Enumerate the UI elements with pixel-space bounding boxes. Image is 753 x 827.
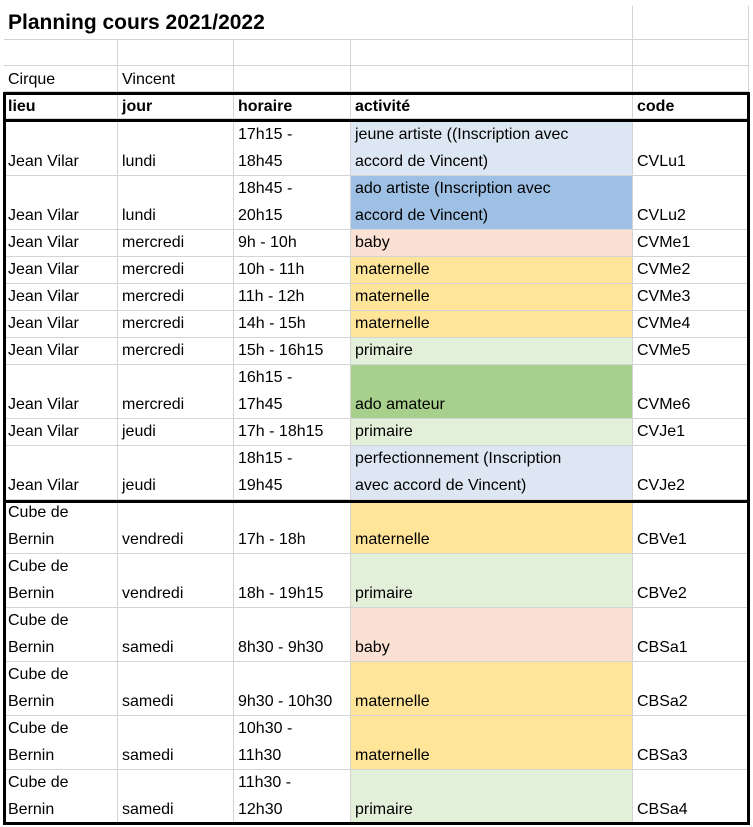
cell-lieu[interactable] [4,338,118,365]
cell-activite[interactable] [351,176,633,230]
cell-lieu[interactable] [4,770,118,824]
cell-text: 12h30 [238,801,283,818]
empty-cell[interactable] [351,40,633,66]
cell-text: vendredi [122,531,184,548]
cell-horaire[interactable] [234,662,351,716]
cell-content [238,284,304,310]
cell-text: jeudi [122,477,156,494]
cell-text: CVLu2 [637,207,686,224]
cell-content [8,202,79,229]
cell-lieu[interactable] [4,662,118,716]
cell-content [8,716,69,769]
cell-content [8,608,69,661]
cell-code[interactable] [633,662,749,716]
empty-cell[interactable] [351,66,633,92]
cell-text: CBVe2 [637,585,687,602]
cell-code[interactable] [633,770,749,824]
cell-content [637,257,690,283]
cell-text: jeune artiste ((Inscription avec [355,126,569,143]
cell-text: 8h30 - 9h30 [238,639,324,656]
cell-content [8,284,79,310]
cell-code[interactable] [633,176,749,230]
sheet-title[interactable]: Planning cours 2021/2022 [4,6,351,40]
cell-content [355,311,430,337]
cell-activite[interactable] [351,284,633,311]
cell-lieu[interactable] [4,311,118,338]
cell-activite[interactable] [351,230,633,257]
cell-text: accord de Vincent) [355,153,489,170]
cell-activite[interactable] [351,500,633,554]
cell-content [238,257,304,283]
column-header-horaire[interactable] [234,95,351,119]
cell-content [355,688,430,715]
cell-text: 19h45 [238,477,283,494]
cell-content [637,419,685,445]
cell-text: 15h - 16h15 [238,342,324,359]
cell-horaire[interactable] [234,257,351,284]
cell-text: lundi [122,153,156,170]
cell-jour[interactable] [118,662,234,716]
cell-horaire[interactable] [234,338,351,365]
cell-horaire[interactable] [234,500,351,554]
cell-lieu[interactable] [4,608,118,662]
cell-text: primaire [355,423,413,440]
cell-text: Jean Vilar [8,234,79,251]
empty-cell[interactable] [633,40,749,66]
cell-content [637,472,685,499]
cell-code[interactable] [633,446,749,500]
cell-content [637,284,690,310]
cell-text: Jean Vilar [8,207,79,224]
cell-text: Cube de [8,558,69,575]
cell-content [8,338,79,364]
cell-code[interactable] [633,122,749,176]
cell-text: ado artiste (Inscription avec [355,180,551,197]
cell-text: Bernin [8,747,55,764]
cell-text: Jean Vilar [8,288,79,305]
discipline-cell[interactable]: Cirque [4,66,118,92]
cell-text: Bernin [8,585,55,602]
cell-jour[interactable] [118,446,234,500]
cell-content [8,257,79,283]
cell-text: maternelle [355,288,430,305]
cell-content [355,796,413,823]
cell-activite[interactable] [351,122,633,176]
cell-text: Cube de [8,504,69,521]
cell-content [122,284,184,310]
cell-text: 17h45 [238,396,283,413]
cell-lieu[interactable] [4,122,118,176]
cell-content [637,580,687,607]
cell-text: CBSa4 [637,801,688,818]
cell-text: CVMe6 [637,396,691,413]
cell-code[interactable] [633,500,749,554]
cell-code[interactable] [633,419,749,446]
cell-text: Bernin [8,639,55,656]
cell-text: 17h - 18h15 [238,423,324,440]
cell-text: CVMe4 [637,315,691,332]
cell-code[interactable] [633,554,749,608]
cell-content [122,634,174,661]
cell-text: 16h15 - [238,369,293,386]
cell-content [238,311,306,337]
cell-content [238,338,323,364]
cell-text: CBSa2 [637,693,688,710]
cell-text: perfectionnement (Inscription [355,450,562,467]
empty-cell[interactable] [633,6,749,40]
cell-content [355,338,413,364]
cell-content [122,796,174,823]
cell-jour[interactable] [118,257,234,284]
cell-text: 18h45 - [238,180,293,197]
teacher-cell[interactable]: Vincent [118,66,234,92]
column-header-activite[interactable] [351,95,633,119]
cell-content [355,122,568,175]
cell-content [637,311,690,337]
cell-horaire[interactable] [234,716,351,770]
cell-horaire[interactable] [234,230,351,257]
cell-code[interactable] [633,230,749,257]
cell-content [122,148,156,175]
cell-text: Cube de [8,774,69,791]
cell-activite[interactable] [351,338,633,365]
cell-content [122,688,174,715]
cell-text: maternelle [355,315,430,332]
cell-jour[interactable] [118,230,234,257]
cell-text: mercredi [122,396,185,413]
cell-activite[interactable] [351,257,633,284]
cell-jour[interactable] [118,419,234,446]
cell-content [238,634,323,661]
cell-text: maternelle [355,693,430,710]
cell-text: baby [355,639,390,656]
cell-content [355,419,413,445]
cell-text: 11h - 12h [238,288,305,305]
cell-text: CVMe1 [637,234,691,251]
cell-text: CVMe2 [637,261,691,278]
cell-lieu[interactable] [4,446,118,500]
cell-activite[interactable] [351,716,633,770]
cell-text: CVJe2 [637,477,686,494]
cell-content [238,230,297,256]
cell-text: Jean Vilar [8,477,79,494]
cell-content [122,202,156,229]
cell-text: 11h30 - [238,774,292,791]
cell-content [637,230,690,256]
cell-lieu[interactable] [4,365,118,419]
cell-content [8,391,79,418]
cell-text: primaire [355,801,413,818]
cell-content [8,662,69,715]
cell-text: CBSa3 [637,747,688,764]
cell-content [355,230,390,256]
cell-text: avec accord de Vincent) [355,477,527,494]
cell-content [355,634,390,661]
cell-jour[interactable] [118,338,234,365]
cell-text: ado amateur [355,396,445,413]
cell-text: Jean Vilar [8,342,79,359]
cell-text: maternelle [355,747,430,764]
cell-text: 10h - 11h [238,261,305,278]
cell-code[interactable] [633,257,749,284]
cell-activite[interactable] [351,446,633,500]
cell-code[interactable] [633,338,749,365]
cell-text: 9h30 - 10h30 [238,693,333,710]
cell-code[interactable] [633,608,749,662]
cell-horaire[interactable] [234,365,351,419]
column-header-label: activité [355,98,411,115]
cell-text: 20h15 [238,207,283,224]
cell-text: maternelle [355,261,430,278]
cell-text: lundi [122,207,156,224]
cell-content [355,257,430,283]
cell-text: Cube de [8,720,69,737]
cell-text: 17h - 18h [238,531,306,548]
cell-content [122,230,184,256]
column-header-jour[interactable] [118,95,234,119]
cell-content [122,311,184,337]
cell-text: mercredi [122,288,185,305]
empty-cell[interactable] [118,40,234,66]
cell-text: mercredi [122,342,185,359]
empty-cell[interactable] [351,6,633,40]
column-header-code[interactable] [633,95,749,119]
cell-text: CBVe1 [637,531,687,548]
cell-text: maternelle [355,531,430,548]
cell-content [355,176,551,229]
cell-lieu[interactable] [4,176,118,230]
cell-content [637,526,687,553]
cell-content [238,419,323,445]
cell-text: Bernin [8,531,55,548]
cell-activite[interactable] [351,770,633,824]
cell-lieu[interactable] [4,257,118,284]
cell-horaire[interactable] [234,446,351,500]
cell-code[interactable] [633,284,749,311]
cell-lieu[interactable] [4,284,118,311]
cell-text: 9h - 10h [238,234,297,251]
cell-text: accord de Vincent) [355,207,489,224]
cell-jour[interactable] [118,500,234,554]
cell-content [8,500,69,553]
cell-text: samedi [122,747,174,764]
cell-jour[interactable] [118,716,234,770]
cell-horaire[interactable] [234,608,351,662]
column-header-label: code [637,98,675,115]
cell-jour[interactable] [118,554,234,608]
empty-cell[interactable] [4,40,118,66]
cell-content [355,526,430,553]
empty-cell[interactable] [234,66,351,92]
cell-lieu[interactable] [4,419,118,446]
cell-content [8,770,69,823]
cell-jour[interactable] [118,284,234,311]
cell-text: 18h45 [238,153,283,170]
cell-content [238,122,292,175]
cell-lieu[interactable] [4,554,118,608]
cell-text: jeudi [122,423,156,440]
cell-content [355,284,430,310]
cell-content [122,580,183,607]
column-header-label: horaire [238,98,293,115]
cell-content [122,526,183,553]
cell-content [637,742,688,769]
cell-jour[interactable] [118,122,234,176]
cell-content [122,391,184,418]
cell-text: 14h - 15h [238,315,306,332]
cell-content [238,365,292,418]
cell-text: 17h15 - [238,126,293,143]
cell-content [122,472,156,499]
cell-text: Jean Vilar [8,423,79,440]
cell-text: CVMe5 [637,342,691,359]
cell-text: 18h - 19h15 [238,585,324,602]
cell-text: primaire [355,342,413,359]
cell-text: primaire [355,585,413,602]
cell-activite[interactable] [351,662,633,716]
column-header-label: lieu [8,98,36,115]
cell-jour[interactable] [118,608,234,662]
cell-code[interactable] [633,311,749,338]
cell-content [122,257,184,283]
cell-content [637,634,688,661]
cell-text: vendredi [122,585,184,602]
cell-text: samedi [122,693,174,710]
cell-content [238,176,292,229]
cell-text: Cube de [8,666,69,683]
cell-text: samedi [122,801,174,818]
cell-lieu[interactable] [4,500,118,554]
cell-jour[interactable] [118,770,234,824]
cell-content [637,796,688,823]
cell-content [8,230,79,256]
cell-text: 10h30 - [238,720,293,737]
cell-code[interactable] [633,365,749,419]
cell-text: CVMe3 [637,288,691,305]
empty-cell[interactable] [234,40,351,66]
cell-content [8,148,79,175]
cell-text: CVJe1 [637,423,686,440]
cell-horaire[interactable] [234,419,351,446]
cell-content [238,580,323,607]
cell-activite[interactable] [351,419,633,446]
cell-content [637,338,690,364]
cell-content [238,716,292,769]
cell-text: CVLu1 [637,153,686,170]
cell-jour[interactable] [118,365,234,419]
cell-text: Jean Vilar [8,396,79,413]
cell-text: mercredi [122,315,185,332]
cell-text: Jean Vilar [8,315,79,332]
column-header-label: jour [122,98,153,115]
cell-content [238,446,292,499]
cell-activite[interactable] [351,608,633,662]
cell-content [238,526,306,553]
cell-text: baby [355,234,390,251]
cell-jour[interactable] [118,176,234,230]
cell-content [355,580,413,607]
cell-content [637,391,690,418]
cell-activite[interactable] [351,554,633,608]
cell-content [8,419,79,445]
cell-lieu[interactable] [4,716,118,770]
cell-content [8,311,79,337]
cell-content [238,688,332,715]
cell-content [637,148,686,175]
cell-content [122,338,184,364]
column-header-lieu[interactable] [4,95,118,119]
cell-content [637,202,686,229]
cell-horaire[interactable] [234,122,351,176]
cell-lieu[interactable] [4,230,118,257]
cell-text: Bernin [8,693,55,710]
cell-text: Cube de [8,612,69,629]
cell-code[interactable] [633,716,749,770]
cell-text: CBSa1 [637,639,688,656]
cell-content [8,472,79,499]
cell-activite[interactable] [351,311,633,338]
cell-content [8,554,69,607]
cell-horaire[interactable] [234,284,351,311]
cell-horaire[interactable] [234,311,351,338]
cell-text: samedi [122,639,174,656]
cell-text: Jean Vilar [8,261,79,278]
cell-text: Jean Vilar [8,153,79,170]
cell-content [355,742,430,769]
cell-content [637,688,688,715]
cell-text: Bernin [8,801,55,818]
cell-jour[interactable] [118,311,234,338]
cell-text: 11h30 [238,747,282,764]
cell-content [122,742,174,769]
cell-activite[interactable] [351,365,633,419]
cell-text: 18h15 - [238,450,293,467]
cell-content [355,391,445,418]
cell-text: mercredi [122,234,185,251]
cell-horaire[interactable] [234,554,351,608]
cell-text: mercredi [122,261,185,278]
cell-content [355,446,561,499]
cell-horaire[interactable] [234,770,351,824]
cell-horaire[interactable] [234,176,351,230]
cell-content [122,419,156,445]
cell-content [238,770,291,823]
empty-cell[interactable] [633,66,749,92]
